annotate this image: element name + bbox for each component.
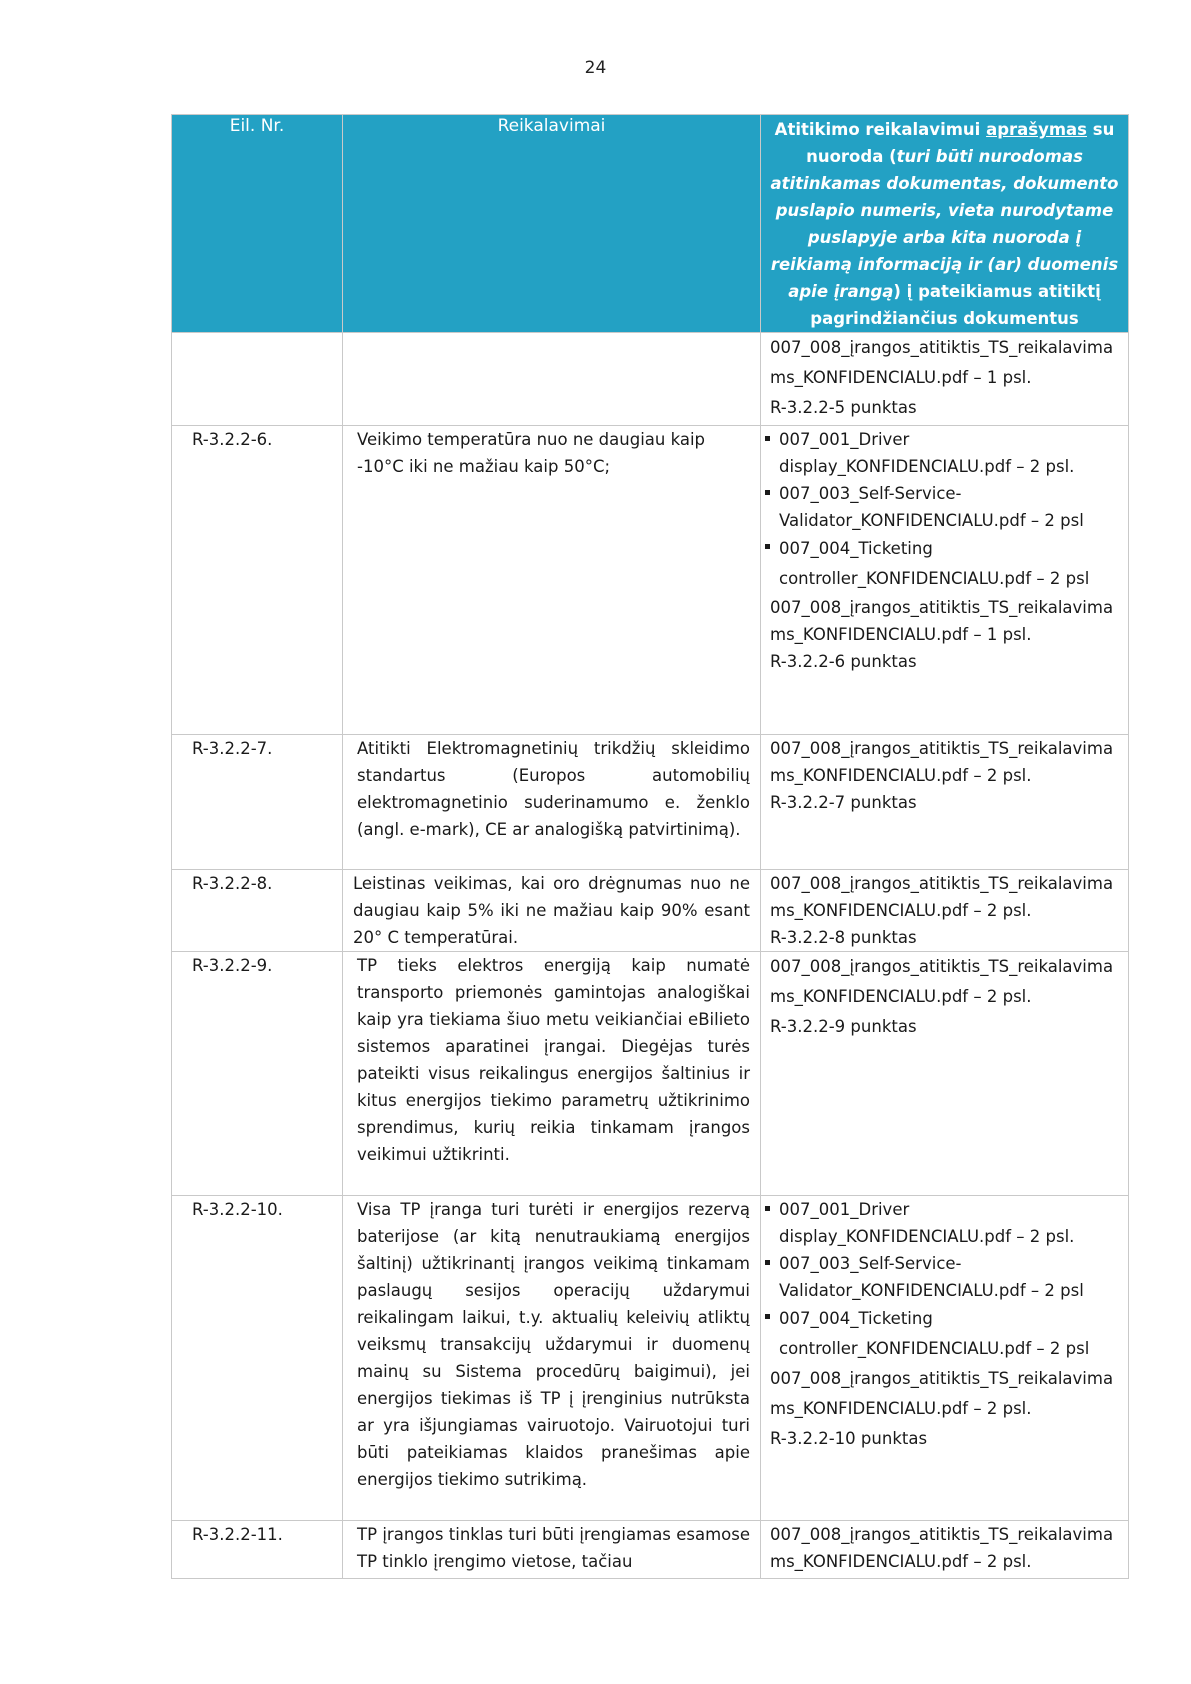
row-references <box>761 735 1129 870</box>
reference-point: R-3.2.2-7 punktas <box>770 793 917 812</box>
bullet-item: 007_001_Driver display_KONFIDENCIALU.pdf – 2 psl. <box>765 426 1122 480</box>
row-number: R-3.2.2-6. <box>172 426 343 735</box>
row-requirement: Visa TP įranga turi turėti ir energijos rezervą baterijose (ar kitą nenutraukiamą energijos šaltinį) užtikrinantį įrangos veikimą tinkamam paslaugų sesijos operacijų uždarymui reikalingam laikui, t.y. aktualių keleivių atliktų veiksmų transakcijų uždarymui ir duomenų mainų su Sistema procedūrų baigimui), jei energijos tiekimas iš TP į įrenginius nutrūksta ar yra išjungiamas vairuotojo. Vairuotojui turi būti pateikiamas klaidos pranešimas apie energijos tiekimo sutrikimą. <box>343 1196 761 1521</box>
row-requirement: TP tieks elektros energiją kaip numatė transporto priemonės gamintojas analogiškai kaip yra tiekiama šiuo metu veikiančiai eBilieto sistemos aparatinei įrangai. Diegėjas turės pateikti visus reikalingus energijos šaltinius ir kitus energijos tiekimo parametrų užtikrinimo sprendimus, kurių reikia tinkamam įrangos veikimui užtikrinti. <box>343 952 761 1196</box>
reference-point: R-3.2.2-5 punktas <box>770 398 917 417</box>
bullet-item: 007_004_Ticketing controller_KONFIDENCIALU.pdf – 2 psl <box>765 1304 1122 1364</box>
row-requirement: Leistinas veikimas, kai oro drėgnumas nuo ne daugiau kaip 5% iki ne mažiau kaip 90% esant 20° C temperatūrai. <box>343 870 761 952</box>
page-number: 24 <box>584 58 607 78</box>
reference-doc: 007_008_įrangos_atitiktis_TS_reikalavimams_KONFIDENCIALU.pdf – 1 psl. <box>770 338 1114 387</box>
reference-doc: 007_008_įrangos_atitiktis_TS_reikalavimams_KONFIDENCIALU.pdf – 2 psl. <box>770 739 1114 785</box>
header-reikalavimai: Reikalavimai <box>343 115 761 333</box>
reference-point: R-3.2.2-8 punktas <box>770 928 917 947</box>
reference-doc: 007_008_įrangos_atitiktis_TS_reikalavimams_KONFIDENCIALU.pdf – 2 psl. <box>770 1525 1114 1571</box>
reference-point: R-3.2.2-6 punktas <box>770 652 917 671</box>
row-references <box>761 1521 1129 1579</box>
table-row <box>172 426 1129 735</box>
table-row <box>172 333 1129 426</box>
row-references <box>761 426 1129 735</box>
table-row <box>172 1521 1129 1579</box>
table-row <box>172 1196 1129 1521</box>
row-requirement: Veikimo temperatūra nuo ne daugiau kaip -10°C iki ne mažiau kaip 50°C; <box>343 426 761 735</box>
table-row <box>172 952 1129 1196</box>
header-desc-part5: ) į pateikiamus atitiktį pagrindžiančius dokumentus <box>810 282 1101 328</box>
row-requirement: TP įrangos tinklas turi būti įrengiamas esamose TP tinklo įrengimo vietose, tačiau <box>343 1521 761 1579</box>
row-number <box>172 333 343 426</box>
bullet-item: 007_003_Self-Service-Validator_KONFIDENCIALU.pdf – 2 psl <box>765 1250 1122 1304</box>
row-requirement <box>343 333 761 426</box>
row-references <box>761 1196 1129 1521</box>
reference-doc: 007_008_įrangos_atitiktis_TS_reikalavimams_KONFIDENCIALU.pdf – 2 psl. <box>770 957 1114 1006</box>
bullet-item: 007_004_Ticketing controller_KONFIDENCIALU.pdf – 2 psl <box>765 534 1122 594</box>
row-number: R-3.2.2-9. <box>172 952 343 1196</box>
row-references <box>761 952 1129 1196</box>
row-number: R-3.2.2-7. <box>172 735 343 870</box>
reference-doc: 007_008_įrangos_atitiktis_TS_reikalavimams_KONFIDENCIALU.pdf – 2 psl. <box>770 874 1114 920</box>
table-header-row <box>172 115 1129 333</box>
header-eil-nr: Eil. Nr. <box>172 115 343 333</box>
header-atitikimo-aprasymas <box>761 115 1129 333</box>
reference-point: R-3.2.2-9 punktas <box>770 1017 917 1036</box>
header-desc-part1: Atitikimo reikalavimui <box>774 120 987 139</box>
reference-point: R-3.2.2-10 punktas <box>770 1429 928 1448</box>
row-number: R-3.2.2-10. <box>172 1196 343 1521</box>
bullet-item: 007_003_Self-Service-Validator_KONFIDENCIALU.pdf – 2 psl <box>765 480 1122 534</box>
row-number: R-3.2.2-8. <box>172 870 343 952</box>
table-row <box>172 870 1129 952</box>
bullet-item: 007_001_Driver display_KONFIDENCIALU.pdf – 2 psl. <box>765 1196 1122 1250</box>
requirements-table <box>171 114 1129 1579</box>
row-number: R-3.2.2-11. <box>172 1521 343 1579</box>
reference-doc: 007_008_įrangos_atitiktis_TS_reikalavimams_KONFIDENCIALU.pdf – 2 psl. <box>770 1369 1114 1418</box>
header-desc-part4: turi būti nurodomas atitinkamas dokumentas, dokumento puslapio numeris, vieta nurodytame puslapyje arba kita nuoroda į reikiamą informaciją ir (ar) duomenis apie įrangą <box>770 147 1119 301</box>
reference-doc: 007_008_įrangos_atitiktis_TS_reikalavimams_KONFIDENCIALU.pdf – 1 psl. <box>770 598 1114 644</box>
header-desc-part2: aprašymas <box>986 120 1088 139</box>
row-references <box>761 333 1129 426</box>
row-references <box>761 870 1129 952</box>
row-requirement: Atitikti Elektromagnetinių trikdžių skleidimo standartus (Europos automobilių elektromagnetinio suderinamumo e. ženklo (angl. e-mark), CE ar analogišką patvirtinimą). <box>343 735 761 870</box>
table-row <box>172 735 1129 870</box>
header-desc-part3: su nuoroda ( <box>806 120 1115 166</box>
